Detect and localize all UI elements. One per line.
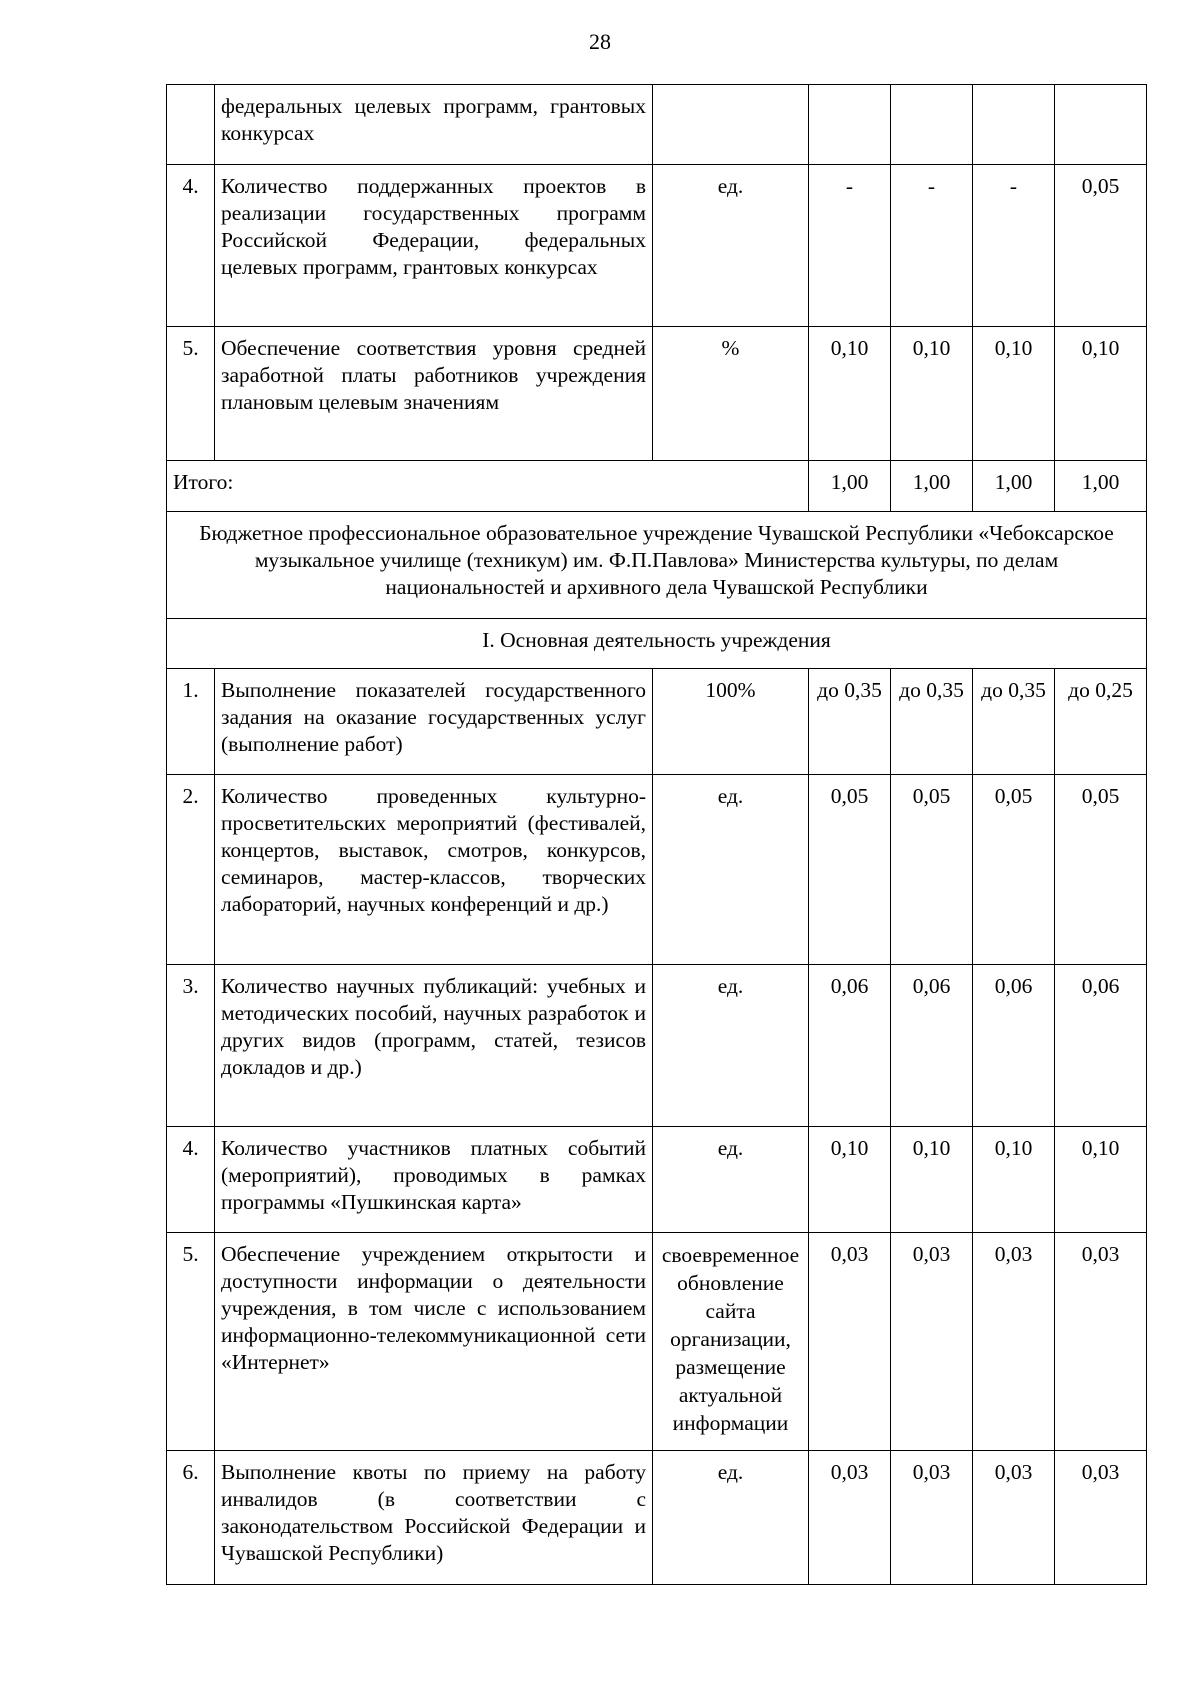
value-cell: 0,05 bbox=[809, 775, 891, 965]
value-cell: до 0,35 bbox=[891, 669, 973, 775]
row-number: 4. bbox=[167, 165, 215, 327]
indicator-description: Выполнение квоты по приему на работу инвалидов (в соответствии с законодательством Российской Федерации и Чувашской Республики) bbox=[215, 1451, 653, 1585]
value-cell: 0,05 bbox=[891, 775, 973, 965]
table-row bbox=[167, 85, 1147, 165]
unit-cell: 100% bbox=[653, 669, 809, 775]
value-cell: 0,03 bbox=[891, 1233, 973, 1451]
indicator-description: Обеспечение учреждением открытости и доступности информации о деятельности учреждения, в том числе с использованием информационно-телекоммуникационной сети «Интернет» bbox=[215, 1233, 653, 1451]
value-cell: до 0,35 bbox=[973, 669, 1055, 775]
table-row bbox=[167, 1233, 1147, 1451]
value-cell: 0,03 bbox=[973, 1233, 1055, 1451]
row-number: 3. bbox=[167, 965, 215, 1127]
page-number: 28 bbox=[589, 29, 611, 54]
unit-cell: ед. bbox=[653, 165, 809, 327]
value-cell bbox=[809, 85, 891, 165]
section-row bbox=[167, 619, 1147, 669]
value-cell: 0,05 bbox=[1055, 165, 1147, 327]
total-row bbox=[167, 461, 1147, 512]
indicator-description: Количество научных публикаций: учебных и методических пособий, научных разработок и других видов (программ, статей, тезисов докладов и др.) bbox=[215, 965, 653, 1127]
total-value: 1,00 bbox=[891, 461, 973, 512]
total-label: Итого: bbox=[167, 461, 809, 512]
row-number: 5. bbox=[167, 1233, 215, 1451]
value-cell: 0,10 bbox=[809, 327, 891, 461]
value-cell: 0,10 bbox=[891, 327, 973, 461]
value-cell bbox=[973, 85, 1055, 165]
table-row bbox=[167, 965, 1147, 1127]
organization-row bbox=[167, 512, 1147, 619]
indicator-description: Выполнение показателей государственного задания на оказание государственных услуг (выполнение работ) bbox=[215, 669, 653, 775]
unit-cell: ед. bbox=[653, 965, 809, 1127]
value-cell: 0,10 bbox=[973, 1127, 1055, 1233]
indicator-description: Количество поддержанных проектов в реализации государственных программ Российской Федерации, федеральных целевых программ, грантовых конкурсах bbox=[215, 165, 653, 327]
table-row bbox=[167, 165, 1147, 327]
unit-cell: % bbox=[653, 327, 809, 461]
value-cell: 0,05 bbox=[1055, 775, 1147, 965]
table-row bbox=[167, 669, 1147, 775]
unit-cell bbox=[653, 85, 809, 165]
value-cell bbox=[1055, 85, 1147, 165]
value-cell bbox=[891, 85, 973, 165]
value-cell: 0,03 bbox=[809, 1451, 891, 1585]
value-cell: 0,06 bbox=[891, 965, 973, 1127]
value-cell: до 0,25 bbox=[1055, 669, 1147, 775]
value-cell: 0,06 bbox=[809, 965, 891, 1127]
indicator-description: Количество проведенных культурно-просветительских мероприятий (фестивалей, концертов, выставок, смотров, конкурсов, семинаров, мастер-классов, творческих лабораторий, научных конференций и др.) bbox=[215, 775, 653, 965]
indicators-table bbox=[166, 84, 1147, 1585]
row-number: 4. bbox=[167, 1127, 215, 1233]
value-cell: 0,03 bbox=[1055, 1451, 1147, 1585]
indicator-description: федеральных целевых программ, грантовых конкурсах bbox=[215, 85, 653, 165]
value-cell: 0,03 bbox=[973, 1451, 1055, 1585]
value-cell: до 0,35 bbox=[809, 669, 891, 775]
unit-cell: ед. bbox=[653, 1127, 809, 1233]
unit-cell: своевременное обновление сайта организации, размещение актуальной информации bbox=[653, 1233, 809, 1451]
total-value: 1,00 bbox=[1055, 461, 1147, 512]
table-row bbox=[167, 1451, 1147, 1585]
row-number: 5. bbox=[167, 327, 215, 461]
value-cell: 0,10 bbox=[891, 1127, 973, 1233]
value-cell: 0,06 bbox=[973, 965, 1055, 1127]
total-value: 1,00 bbox=[973, 461, 1055, 512]
unit-cell: ед. bbox=[653, 775, 809, 965]
value-cell: 0,06 bbox=[1055, 965, 1147, 1127]
value-cell: 0,03 bbox=[809, 1233, 891, 1451]
value-cell: - bbox=[891, 165, 973, 327]
value-cell: - bbox=[809, 165, 891, 327]
section-title: I. Основная деятельность учреждения bbox=[167, 619, 1147, 669]
value-cell: 0,10 bbox=[809, 1127, 891, 1233]
value-cell: 0,03 bbox=[1055, 1233, 1147, 1451]
value-cell: 0,03 bbox=[891, 1451, 973, 1585]
unit-cell: ед. bbox=[653, 1451, 809, 1585]
indicator-description: Количество участников платных событий (мероприятий), проводимых в рамках программы «Пушкинская карта» bbox=[215, 1127, 653, 1233]
value-cell: 0,10 bbox=[973, 327, 1055, 461]
table-row bbox=[167, 1127, 1147, 1233]
table-row bbox=[167, 775, 1147, 965]
value-cell: 0,05 bbox=[973, 775, 1055, 965]
value-cell: - bbox=[973, 165, 1055, 327]
row-number: 1. bbox=[167, 669, 215, 775]
row-number bbox=[167, 85, 215, 165]
total-value: 1,00 bbox=[809, 461, 891, 512]
organization-name: Бюджетное профессиональное образовательное учреждение Чувашской Республики «Чебоксарское музыкальное училище (техникум) им. Ф.П.Павлова» Министерства культуры, по делам национальностей и архивного дела Чувашской Республики bbox=[167, 512, 1147, 619]
row-number: 2. bbox=[167, 775, 215, 965]
value-cell: 0,10 bbox=[1055, 1127, 1147, 1233]
row-number: 6. bbox=[167, 1451, 215, 1585]
table-row bbox=[167, 327, 1147, 461]
value-cell: 0,10 bbox=[1055, 327, 1147, 461]
indicator-description: Обеспечение соответствия уровня средней заработной платы работников учреждения плановым целевым значениям bbox=[215, 327, 653, 461]
